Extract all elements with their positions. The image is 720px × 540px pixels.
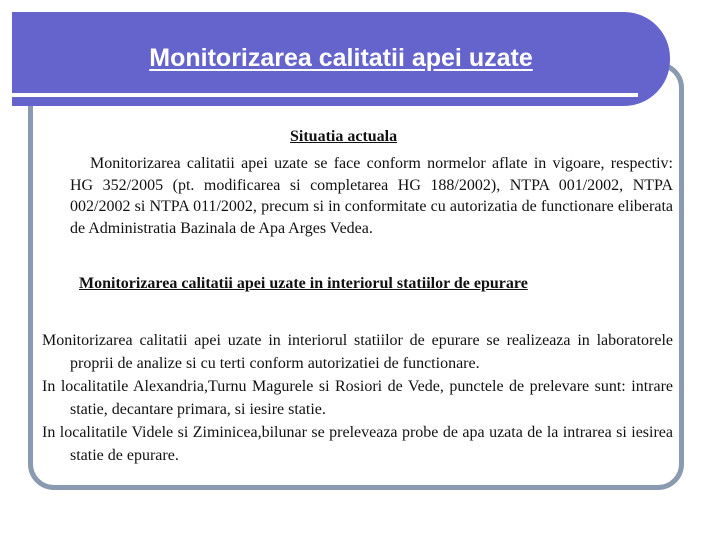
section-heading-plant-monitoring: Monitorizarea calitatii apei uzate in interiorul statiilor de epurare (79, 275, 528, 292)
section-heading-current-situation: Situatia actuala (290, 128, 398, 145)
slide-title: Monitorizarea calitatii apei uzate (149, 44, 533, 72)
paragraph-sampling-points: In localitatile Alexandria,Turnu Magurele si Rosiori de Vede, punctele de prelevare sunt: intrare statie, decantare primara, si iesire statie. (42, 378, 673, 418)
paragraph-own-laboratories: Monitorizarea calitatii apei uzate in interiorul statiilor de epurare se realizeaza in laboratorele proprii de analize si cu terti conform autorizatiei de functionare. (42, 332, 673, 372)
paragraph-bimonthly-sampling: In localitatile Videle si Ziminicea,bilunar se preleveaza probe de apa uzata de la intrarea si iesirea statie de epurare. (42, 424, 673, 464)
title-divider (12, 93, 638, 97)
section-paragraph-current-situation: Monitorizarea calitatii apei uzate se face conform normelor aflate in vigoare, respectiv: HG 352/2005 (pt. modificarea si completarea HG 188/2002), NTPA 001/2002, NTPA 002/2002 si NTPA 011/2002, precum si in conformitate cu autorizatia de functionare eliberata de Administratia Bazinala de Apa Arges Vedea. (70, 155, 673, 237)
